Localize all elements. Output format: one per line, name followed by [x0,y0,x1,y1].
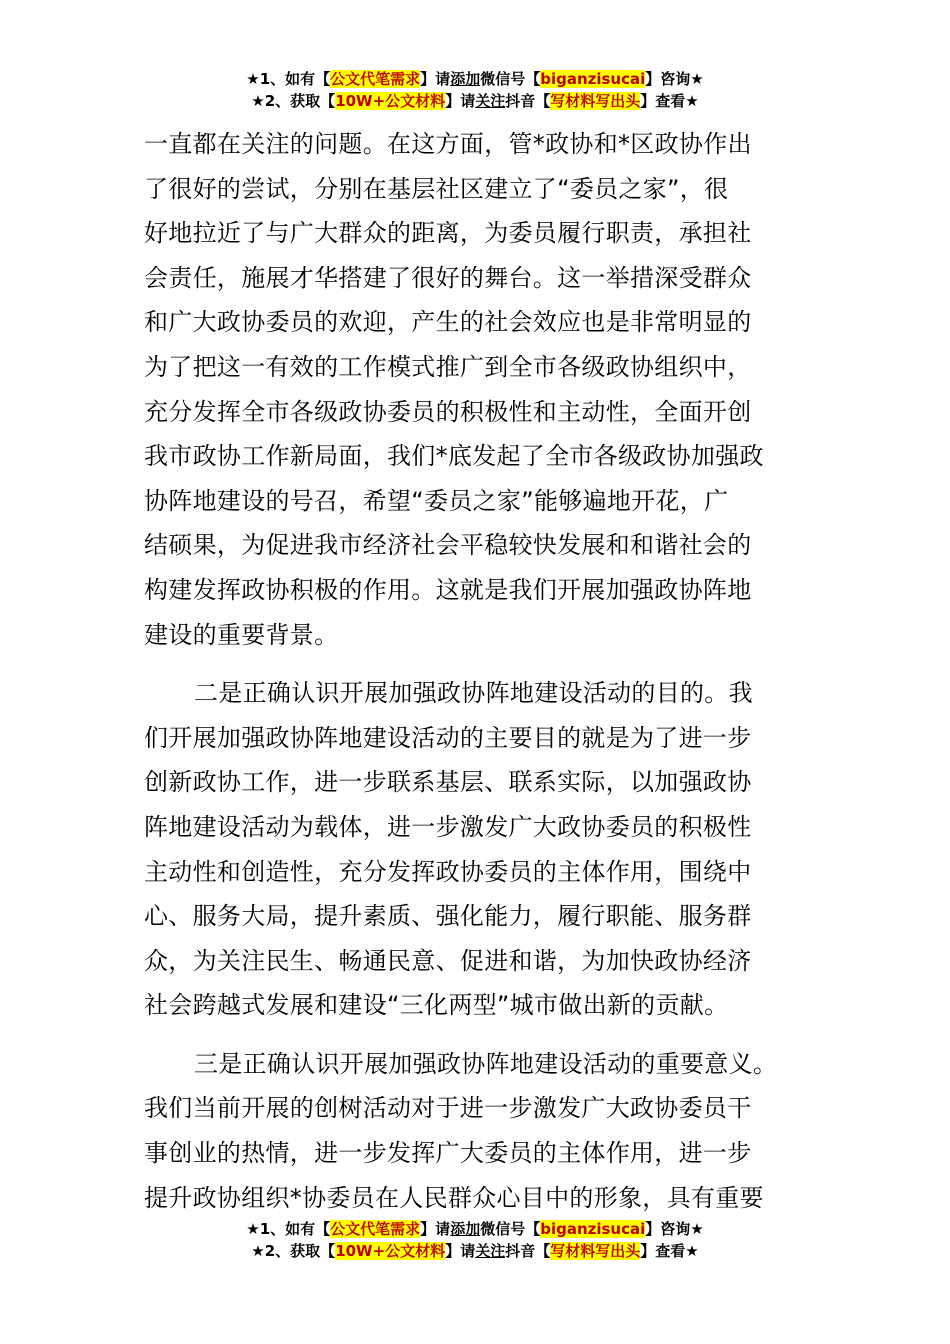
highlight-wechat-id: biganzisucai [540,70,646,88]
text-line: 创新政协工作，进一步联系基层、联系实际，以加强政协 [144,768,752,797]
banner-text: 抖音【 [505,92,551,110]
highlight-service: 公文代笔需求 [330,1220,421,1238]
banner-line-2 [0,1240,950,1262]
text-line: 了很好的尝试，分别在基层社区建立了“委员之家”，很 [144,174,729,203]
text-line: 阵地建设活动为载体，进一步激发广大政协委员的积极性 [144,812,752,841]
banner-text: 】请 [445,1242,476,1260]
underlined-text: 关注 [475,1242,506,1260]
banner-text: 微信号【 [480,1220,541,1238]
text-line: 协阵地建设的号召，希望“委员之家”能够遍地开花，广 [144,486,729,515]
highlight-materials: 10W+公文材料 [335,1242,446,1260]
header-banner-top [0,68,950,112]
banner-text: ★2、获取【 [251,1242,336,1260]
text-line: 主动性和创造性，充分发挥政协委员的主体作用，围绕中 [144,857,752,886]
paragraph-gap [144,657,814,671]
text-line: 构建发挥政协积极的作用。这就是我们开展加强政协阵地 [144,575,752,604]
text-line: 充分发挥全市各级政协委员的积极性和主动性，全面开创 [144,397,752,426]
text-line: 一直都在关注的问题。在这方面，管*政协和*区政协作出 [144,130,752,158]
underlined-text: 添加 [450,1220,481,1238]
text-line: 心、服务大局，提升素质、强化能力，履行职能、服务群 [144,902,752,931]
highlight-douyin: 写材料写出头 [550,1242,641,1260]
banner-text: 微信号【 [480,70,541,88]
text-line: 会责任，施展才华搭建了很好的舞台。这一举措深受群众 [144,263,752,292]
banner-text: 】咨询★ [645,1220,704,1238]
text-line: 好地拉近了与广大群众的距离，为委员履行职责，承担社 [144,219,752,248]
banner-text: ★1、如有【 [246,1220,331,1238]
paragraph-gap [144,1028,814,1042]
banner-text: 】咨询★ [645,70,704,88]
highlight-service: 公文代笔需求 [330,70,421,88]
document-body [144,122,814,1220]
banner-text: ★1、如有【 [246,70,331,88]
underlined-text: 添加 [450,70,481,88]
text-line: 为了把这一有效的工作模式推广到全市各级政协组织中， [144,352,752,381]
banner-text: ★2、获取【 [251,92,336,110]
highlight-douyin: 写材料写出头 [550,92,641,110]
highlight-materials: 10W+公文材料 [335,92,446,110]
text-line: 们开展加强政协阵地建设活动的主要目的就是为了进一步 [144,723,752,752]
text-line: 建设的重要背景。 [144,620,339,649]
banner-line-2 [0,90,950,112]
header-banner-bottom [0,1218,950,1262]
highlight-wechat-id: biganzisucai [540,1220,646,1238]
text-line: 我市政协工作新局面，我们*底发起了全市各级政协加强政 [144,442,764,471]
banner-line-1 [0,68,950,90]
banner-text: 】查看★ [640,1242,699,1260]
banner-text: 抖音【 [505,1242,551,1260]
banner-line-1 [0,1218,950,1240]
banner-text: 】查看★ [640,92,699,110]
text-line: 和广大政协委员的欢迎，产生的社会效应也是非常明显的 [144,308,752,337]
banner-text: 】请 [420,1220,451,1238]
underlined-text: 关注 [475,92,506,110]
paragraph-start-line: 三是正确认识开展加强政协阵地建设活动的重要意义。 [194,1049,778,1078]
banner-text: 】请 [445,92,476,110]
text-line: 提升政协组织*协委员在人民群众心目中的形象，具有重要 [144,1183,764,1212]
paragraph-start-line: 二是正确认识开展加强政协阵地建设活动的目的。我 [194,679,753,708]
text-line: 事创业的热情，进一步发挥广大委员的主体作用，进一步 [144,1139,752,1168]
text-line: 众，为关注民生、畅通民意、促进和谐，为加快政协经济 [144,946,752,975]
text-line: 结硕果，为促进我市经济社会平稳较快发展和和谐社会的 [144,531,752,560]
banner-text: 】请 [420,70,451,88]
text-line: 社会跨越式发展和建设“三化两型”城市做出新的贡献。 [144,991,729,1020]
text-line: 我们当前开展的创树活动对于进一步激发广大政协委员干 [144,1094,752,1123]
